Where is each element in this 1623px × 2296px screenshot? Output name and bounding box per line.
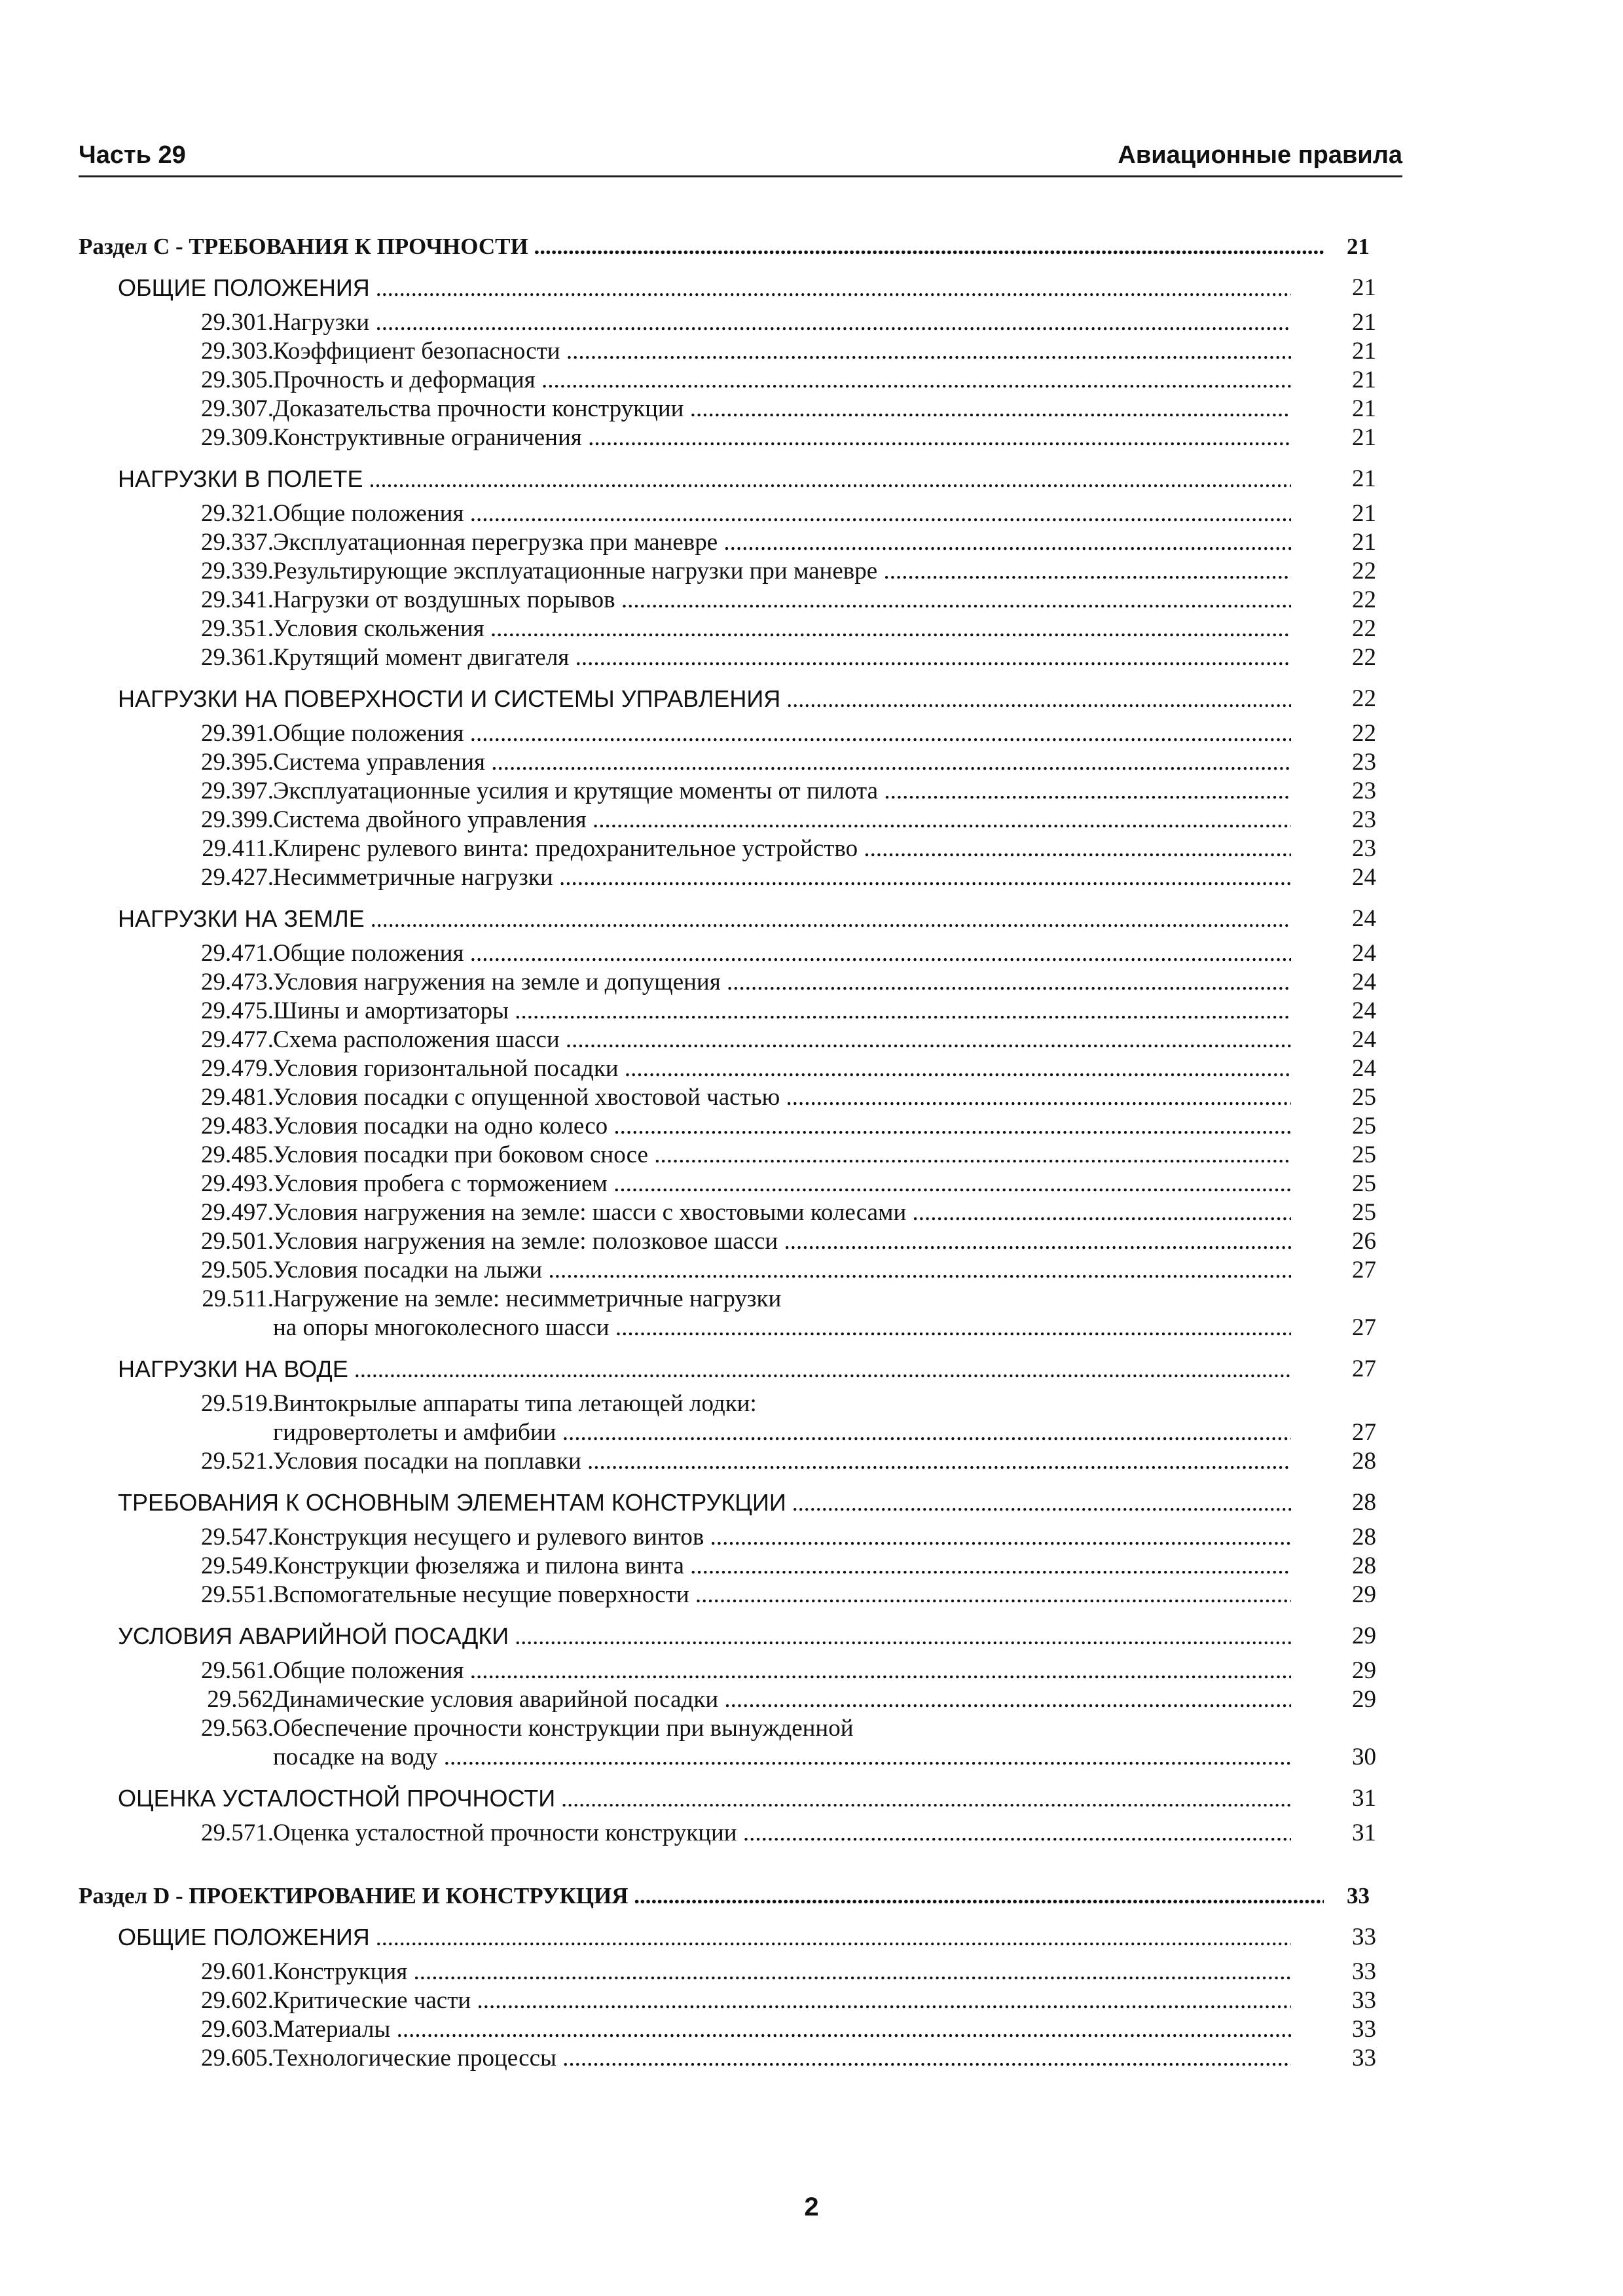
entry-page: 26 <box>1352 1228 1376 1255</box>
subsection-page: 24 <box>1352 905 1376 932</box>
subsection-heading[interactable] <box>79 1782 1402 1815</box>
subsection-page: 33 <box>1352 1924 1376 1950</box>
entry-number: 29.605. <box>201 2045 274 2072</box>
subsection-title: НАГРУЗКИ НА ВОДЕ ..... <box>118 1353 1291 1386</box>
entry-number: 29.563. <box>201 1715 274 1742</box>
toc-entry[interactable] <box>79 586 1402 615</box>
entry-title: Эксплуатационная перегрузка при маневре ..... <box>273 528 1291 557</box>
toc-entry[interactable] <box>79 615 1402 643</box>
entry-title: Система управления ..... <box>273 748 1291 777</box>
entry-title: Винтокрылые аппараты типа летающей лодки: <box>273 1390 757 1417</box>
entry-number: 29.505. <box>201 1257 274 1283</box>
header-part-label: Часть 29 <box>79 141 186 169</box>
entry-title: Эксплуатационные усилия и крутящие моменты от пилота ..... <box>273 777 1291 806</box>
subsection-title: ОЦЕНКА УСТАЛОСТНОЙ ПРОЧНОСТИ ..... <box>118 1782 1291 1815</box>
page-header <box>79 141 1402 177</box>
entry-number: 29.521. <box>201 1448 274 1475</box>
toc-entry[interactable] <box>79 777 1402 806</box>
toc-entry[interactable] <box>79 806 1402 834</box>
entry-page: 21 <box>1352 500 1376 527</box>
toc-entry[interactable] <box>79 499 1402 528</box>
entry-page: 24 <box>1352 1055 1376 1082</box>
entry-title: Нагрузки от воздушных порывов ..... <box>273 586 1291 615</box>
entry-title: Оценка усталостной прочности конструкции ..... <box>273 1819 1291 1848</box>
entry-number: 29.471. <box>201 940 274 967</box>
entry-number: 29.561. <box>201 1657 274 1684</box>
entry-page: 28 <box>1352 1552 1376 1579</box>
toc-entry[interactable] <box>79 528 1402 557</box>
entry-title: Обеспечение прочности конструкции при вынужденной <box>273 1715 854 1742</box>
entry-number: 29.603. <box>201 2016 274 2043</box>
toc-entry[interactable] <box>79 1256 1402 1285</box>
entry-page: 28 <box>1352 1524 1376 1551</box>
subsection-items <box>79 939 1402 1342</box>
entry-number: 29.391. <box>201 720 274 747</box>
subsection-page: 28 <box>1352 1489 1376 1516</box>
entry-number: 29.602. <box>201 1987 274 2014</box>
entry-number: 29.551. <box>201 1581 274 1608</box>
entry-page: 25 <box>1352 1084 1376 1111</box>
toc-entry[interactable] <box>79 643 1402 672</box>
entry-page: 31 <box>1352 1820 1376 1846</box>
entry-number: 29.562 <box>207 1686 274 1713</box>
toc-entry[interactable] <box>79 1083 1402 1112</box>
toc-entry[interactable] <box>79 1054 1402 1083</box>
subsection-page: 29 <box>1352 1623 1376 1649</box>
entry-title: Крутящий момент двигателя ..... <box>273 643 1291 672</box>
subsection-items <box>79 719 1402 892</box>
entry-title: Условия нагружения на земле и допущения ..... <box>273 968 1291 997</box>
subsection-items <box>79 1819 1402 1848</box>
entry-page: 33 <box>1352 2045 1376 2072</box>
entry-title: Критические части ..... <box>273 1986 1291 2015</box>
entry-title: Коэффициент безопасности ..... <box>273 337 1291 366</box>
entry-title: Нагрузки ..... <box>273 308 1291 337</box>
entry-title: Условия посадки на лыжи ..... <box>273 1256 1291 1285</box>
entry-number: 29.337. <box>201 529 274 556</box>
entry-number: 29.519. <box>201 1390 274 1417</box>
toc-entry[interactable] <box>79 1986 1402 2015</box>
section-title: Раздел D - ПРОЕКТИРОВАНИЕ И КОНСТРУКЦИЯ ..... <box>79 1882 1324 1910</box>
entry-page: 24 <box>1352 864 1376 891</box>
subsection-page: 22 <box>1352 685 1376 712</box>
entry-number: 29.483. <box>201 1113 274 1139</box>
entry-page: 21 <box>1352 529 1376 556</box>
entry-page: 21 <box>1352 395 1376 422</box>
toc-entry[interactable] <box>79 366 1402 395</box>
entry-page: 22 <box>1352 615 1376 642</box>
toc-entry[interactable] <box>79 939 1402 968</box>
subsection-title: ОБЩИЕ ПОЛОЖЕНИЯ ..... <box>118 1921 1291 1954</box>
entry-page: 28 <box>1352 1448 1376 1475</box>
section-page: 21 <box>1347 234 1370 259</box>
entry-number: 29.305. <box>201 367 274 393</box>
toc-entry[interactable] <box>79 1819 1402 1848</box>
section-heading[interactable] <box>79 1882 1402 1910</box>
subsection-page: 31 <box>1352 1785 1376 1812</box>
toc-entry[interactable] <box>79 337 1402 366</box>
toc-entry-continuation[interactable] <box>79 1743 1402 1772</box>
subsection-items <box>79 499 1402 672</box>
entry-title: Материалы ..... <box>273 2015 1291 2044</box>
subsection-heading[interactable] <box>79 463 1402 495</box>
toc-entry-continuation[interactable] <box>79 1314 1402 1342</box>
toc-entry[interactable] <box>79 557 1402 586</box>
entry-page: 25 <box>1352 1141 1376 1168</box>
entry-number: 29.475. <box>201 997 274 1024</box>
entry-page: 22 <box>1352 720 1376 747</box>
subsection-heading[interactable] <box>79 1921 1402 1954</box>
toc-entry[interactable] <box>79 1390 1402 1418</box>
subsection-title: УСЛОВИЯ АВАРИЙНОЙ ПОСАДКИ ..... <box>118 1620 1291 1653</box>
entry-title: Условия скольжения ..... <box>273 615 1291 643</box>
entry-title: Шины и амортизаторы ..... <box>273 997 1291 1026</box>
section-heading[interactable] <box>79 232 1402 261</box>
entry-number: 29.399. <box>201 806 274 833</box>
toc-entry[interactable] <box>79 1685 1402 1714</box>
entry-page: 21 <box>1352 338 1376 365</box>
entry-number: 29.479. <box>201 1055 274 1082</box>
entry-number: 29.397. <box>201 778 274 804</box>
toc-entry[interactable] <box>79 1447 1402 1476</box>
entry-page: 25 <box>1352 1113 1376 1139</box>
entry-number: 29.501. <box>201 1228 274 1255</box>
subsection-heading[interactable] <box>79 1486 1402 1519</box>
entry-title: Доказательства прочности конструкции ..... <box>273 395 1291 423</box>
entry-page: 25 <box>1352 1199 1376 1226</box>
table-of-contents <box>79 232 1402 2075</box>
subsection-items <box>79 1657 1402 1772</box>
subsection-title: НАГРУЗКИ НА ЗЕМЛЕ ..... <box>118 903 1291 935</box>
entry-page: 23 <box>1352 835 1376 862</box>
entry-page: 25 <box>1352 1170 1376 1197</box>
entry-page: 24 <box>1352 997 1376 1024</box>
entry-number: 29.301. <box>201 309 274 336</box>
subsection-heading[interactable] <box>79 1620 1402 1653</box>
toc-entry[interactable] <box>79 2044 1402 2073</box>
toc-entry[interactable] <box>79 423 1402 452</box>
entry-title: Результирующие эксплуатационные нагрузки при маневре ..... <box>273 557 1291 586</box>
toc-entry[interactable] <box>79 1523 1402 1552</box>
entry-title: Общие положения ..... <box>273 499 1291 528</box>
entry-number: 29.307. <box>201 395 274 422</box>
entry-page: 21 <box>1352 309 1376 336</box>
entry-page: 22 <box>1352 558 1376 584</box>
toc-entry[interactable] <box>79 1141 1402 1170</box>
entry-number: 29.411. <box>202 835 274 862</box>
entry-number: 29.361. <box>201 644 274 671</box>
entry-number: 29.309. <box>201 424 274 451</box>
entry-title: Прочность и деформация ..... <box>273 366 1291 395</box>
section-title: Раздел С - ТРЕБОВАНИЯ К ПРОЧНОСТИ ..... <box>79 232 1324 261</box>
entry-page: 21 <box>1352 367 1376 393</box>
toc-entry[interactable] <box>79 2015 1402 2044</box>
subsection-page: 27 <box>1352 1355 1376 1382</box>
section-page: 33 <box>1347 1883 1370 1909</box>
entry-page: 23 <box>1352 778 1376 804</box>
entry-title: Схема расположения шасси ..... <box>273 1026 1291 1054</box>
toc-entry[interactable] <box>79 1958 1402 1986</box>
toc-entry[interactable] <box>79 1227 1402 1256</box>
toc-entry[interactable] <box>79 1170 1402 1198</box>
entry-page: 27 <box>1352 1419 1376 1446</box>
header-document-title: Авиационные правила <box>1118 141 1402 169</box>
entry-number: 29.473. <box>201 969 274 996</box>
subsection-title: ТРЕБОВАНИЯ К ОСНОВНЫМ ЭЛЕМЕНТАМ КОНСТРУКЦИИ ..... <box>118 1486 1291 1519</box>
entry-title: Конструкции фюзеляжа и пилона винта ..... <box>273 1552 1291 1581</box>
entry-title: Вспомогательные несущие поверхности ..... <box>273 1581 1291 1609</box>
entry-title: Конструкция ..... <box>273 1958 1291 1986</box>
entry-number: 29.511. <box>202 1285 274 1312</box>
subsection-items <box>79 308 1402 452</box>
entry-title: Условия пробега с торможением ..... <box>273 1170 1291 1198</box>
entry-number: 29.341. <box>201 586 274 613</box>
subsection-title: НАГРУЗКИ В ПОЛЕТЕ ..... <box>118 463 1291 495</box>
entry-title: Общие положения ..... <box>273 1657 1291 1685</box>
entry-page: 33 <box>1352 1958 1376 1985</box>
entry-page: 29 <box>1352 1581 1376 1608</box>
entry-number: 29.481. <box>201 1084 274 1111</box>
subsection-page: 21 <box>1352 274 1376 301</box>
entry-title: Конструкция несущего и рулевого винтов ..... <box>273 1523 1291 1552</box>
entry-page: 27 <box>1352 1257 1376 1283</box>
toc-entry[interactable] <box>79 834 1402 863</box>
entry-title: Технологические процессы ..... <box>273 2044 1291 2073</box>
entry-page: 29 <box>1352 1657 1376 1684</box>
subsection-heading[interactable] <box>79 272 1402 304</box>
entry-number: 29.427. <box>201 864 274 891</box>
subsection-heading[interactable] <box>79 683 1402 715</box>
entry-title: Условия нагружения на земле: шасси с хвостовыми колесами ..... <box>273 1198 1291 1227</box>
entry-page: 23 <box>1352 806 1376 833</box>
toc-entry[interactable] <box>79 748 1402 777</box>
entry-page: 22 <box>1352 644 1376 671</box>
entry-title: Общие положения ..... <box>273 939 1291 968</box>
subsection-title: НАГРУЗКИ НА ПОВЕРХНОСТИ И СИСТЕМЫ УПРАВЛЕНИЯ ..... <box>118 683 1291 715</box>
subsection-page: 21 <box>1352 465 1376 492</box>
toc-entry[interactable] <box>79 1026 1402 1054</box>
entry-title: Общие положения ..... <box>273 719 1291 748</box>
entry-number: 29.339. <box>201 558 274 584</box>
entry-page: 23 <box>1352 749 1376 776</box>
entry-number: 29.571. <box>201 1820 274 1846</box>
subsection-items <box>79 1523 1402 1609</box>
toc-entry[interactable] <box>79 997 1402 1026</box>
toc-entry[interactable] <box>79 1714 1402 1743</box>
entry-number: 29.549. <box>201 1552 274 1579</box>
entry-title: Несимметричные нагрузки ..... <box>273 863 1291 892</box>
entry-page: 33 <box>1352 2016 1376 2043</box>
entry-number: 29.351. <box>201 615 274 642</box>
entry-title-continued: гидровертолеты и амфибии ..... <box>273 1418 1291 1447</box>
entry-number: 29.395. <box>201 749 274 776</box>
toc-entry[interactable] <box>79 719 1402 748</box>
subsection-items <box>79 1958 1402 2073</box>
entry-title: Система двойного управления ..... <box>273 806 1291 834</box>
toc-entry[interactable] <box>79 395 1402 423</box>
subsection-heading[interactable] <box>79 1353 1402 1386</box>
entry-title: Условия посадки с опущенной хвостовой частью ..... <box>273 1083 1291 1112</box>
toc-entry[interactable] <box>79 863 1402 892</box>
entry-title: Динамические условия аварийной посадки ..... <box>273 1685 1291 1714</box>
entry-title: Условия нагружения на земле: полозковое шасси ..... <box>273 1227 1291 1256</box>
entry-title: Условия посадки на поплавки ..... <box>273 1447 1291 1476</box>
entry-number: 29.321. <box>201 500 274 527</box>
entry-number: 29.547. <box>201 1524 274 1551</box>
entry-page: 24 <box>1352 969 1376 996</box>
entry-title: Условия посадки на одно колесо ..... <box>273 1112 1291 1141</box>
entry-title: Условия посадки при боковом сносе ..... <box>273 1141 1291 1170</box>
entry-number: 29.303. <box>201 338 274 365</box>
entry-title: Конструктивные ограничения ..... <box>273 423 1291 452</box>
toc-entry[interactable] <box>79 1552 1402 1581</box>
page-number: 2 <box>804 2193 819 2221</box>
entry-title-continued: на опоры многоколесного шасси ..... <box>273 1314 1291 1342</box>
subsection-items <box>79 1390 1402 1476</box>
entry-number: 29.497. <box>201 1199 274 1226</box>
entry-number: 29.601. <box>201 1958 274 1985</box>
subsection-heading[interactable] <box>79 903 1402 935</box>
entry-title: Условия горизонтальной посадки ..... <box>273 1054 1291 1083</box>
entry-number: 29.485. <box>201 1141 274 1168</box>
entry-page: 24 <box>1352 940 1376 967</box>
entry-page: 21 <box>1352 424 1376 451</box>
toc-entry[interactable] <box>79 1198 1402 1227</box>
toc-entry[interactable] <box>79 1657 1402 1685</box>
subsection-title: ОБЩИЕ ПОЛОЖЕНИЯ ..... <box>118 272 1291 304</box>
toc-entry-continuation[interactable] <box>79 1418 1402 1447</box>
entry-number: 29.493. <box>201 1170 274 1197</box>
toc-entry[interactable] <box>79 968 1402 997</box>
entry-title: Нагружение на земле: несимметричные нагрузки <box>273 1285 782 1312</box>
toc-entry[interactable] <box>79 1112 1402 1141</box>
entry-number: 29.477. <box>201 1026 274 1053</box>
entry-page: 27 <box>1352 1314 1376 1341</box>
entry-title-continued: посадке на воду ..... <box>273 1743 1291 1772</box>
entry-page: 33 <box>1352 1987 1376 2014</box>
toc-entry[interactable] <box>79 1285 1402 1314</box>
entry-title: Клиренс рулевого винта: предохранительное устройство ..... <box>273 834 1291 863</box>
entry-page: 29 <box>1352 1686 1376 1713</box>
entry-page: 30 <box>1352 1744 1376 1770</box>
toc-entry[interactable] <box>79 1581 1402 1609</box>
entry-page: 24 <box>1352 1026 1376 1053</box>
toc-entry[interactable] <box>79 308 1402 337</box>
entry-page: 22 <box>1352 586 1376 613</box>
